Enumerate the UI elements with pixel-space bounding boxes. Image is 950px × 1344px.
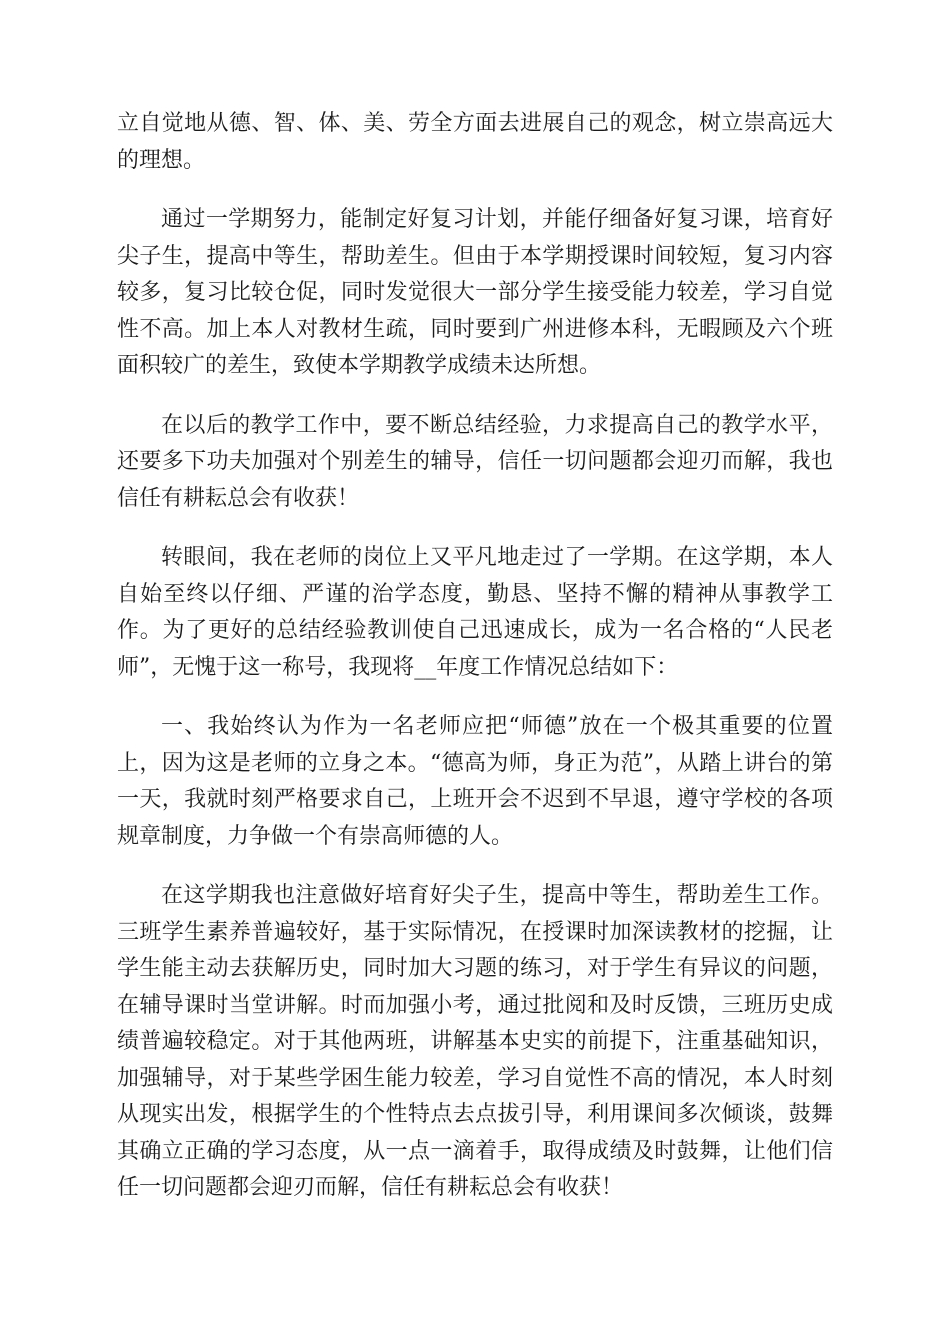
paragraph-6: 在这学期我也注意做好培育好尖子生，提高中等生，帮助差生工作。三班学生素养普遍较好，基于实际情况，在授课时加深读教材的挖掘，让学生能主动去获解历史，同时加大习题的练习，对于学生有异议的问题，在辅导课时当堂讲解。时而加强小考，通过批阅和及时反馈，三班历史成绩普遍较稳定。对于其他两班，讲解基本史实的前提下，注重基础知识，加强辅导，对于某些学困生能力较差，学习自觉性不高的情况，本人时刻从现实出发，根据学生的个性特点去点拔引导，利用课间多次倾谈，鼓舞其确立正确的学习态度，从一点一滴着手，取得成绩及时鼓舞，让他们信任一切问题都会迎刃而解，信任有耕耘总会有收获！ [117, 883, 833, 1200]
paragraph-5: 一、我始终认为作为一名老师应把“师德”放在一个极其重要的位置上，因为这是老师的立身之本。“德高为师，身正为范”，从踏上讲台的第一天，我就时刻严格要求自己，上班开会不迟到不早退，遵守学校的各项规章制度，力争做一个有崇高师德的人。 [117, 714, 833, 849]
paragraph-2: 通过一学期努力，能制定好复习计划，并能仔细备好复习课，培育好尖子生，提高中等生，帮助差生。但由于本学期授课时间较短，复习内容较多，复习比较仓促，同时发觉很大一部分学生接受能力较差，学习自觉性不高。加上本人对教材生疏，同时要到广州进修本科，无暇顾及六个班面积较广的差生，致使本学期教学成绩未达所想。 [117, 207, 833, 378]
document-body [117, 106, 833, 1230]
paragraph-4: 转眼间，我在老师的岗位上又平凡地走过了一学期。在这学期，本人自始至终以仔细、严谨的治学态度，勤恳、坚持不懈的精神从事教学工作。为了更好的总结经验教训使自己迅速成长，成为一名合格的“人民老师”，无愧于这一称号，我现将__年度工作情况总结如下： [117, 545, 833, 680]
paragraph-3: 在以后的教学工作中，要不断总结经验，力求提高自己的教学水平，还要多下功夫加强对个别差生的辅导，信任一切问题都会迎刃而解，我也信任有耕耘总会有收获！ [117, 412, 833, 511]
paragraph-1: 立自觉地从德、智、体、美、劳全方面去进展自己的观念，树立崇高远大的理想。 [117, 111, 833, 173]
